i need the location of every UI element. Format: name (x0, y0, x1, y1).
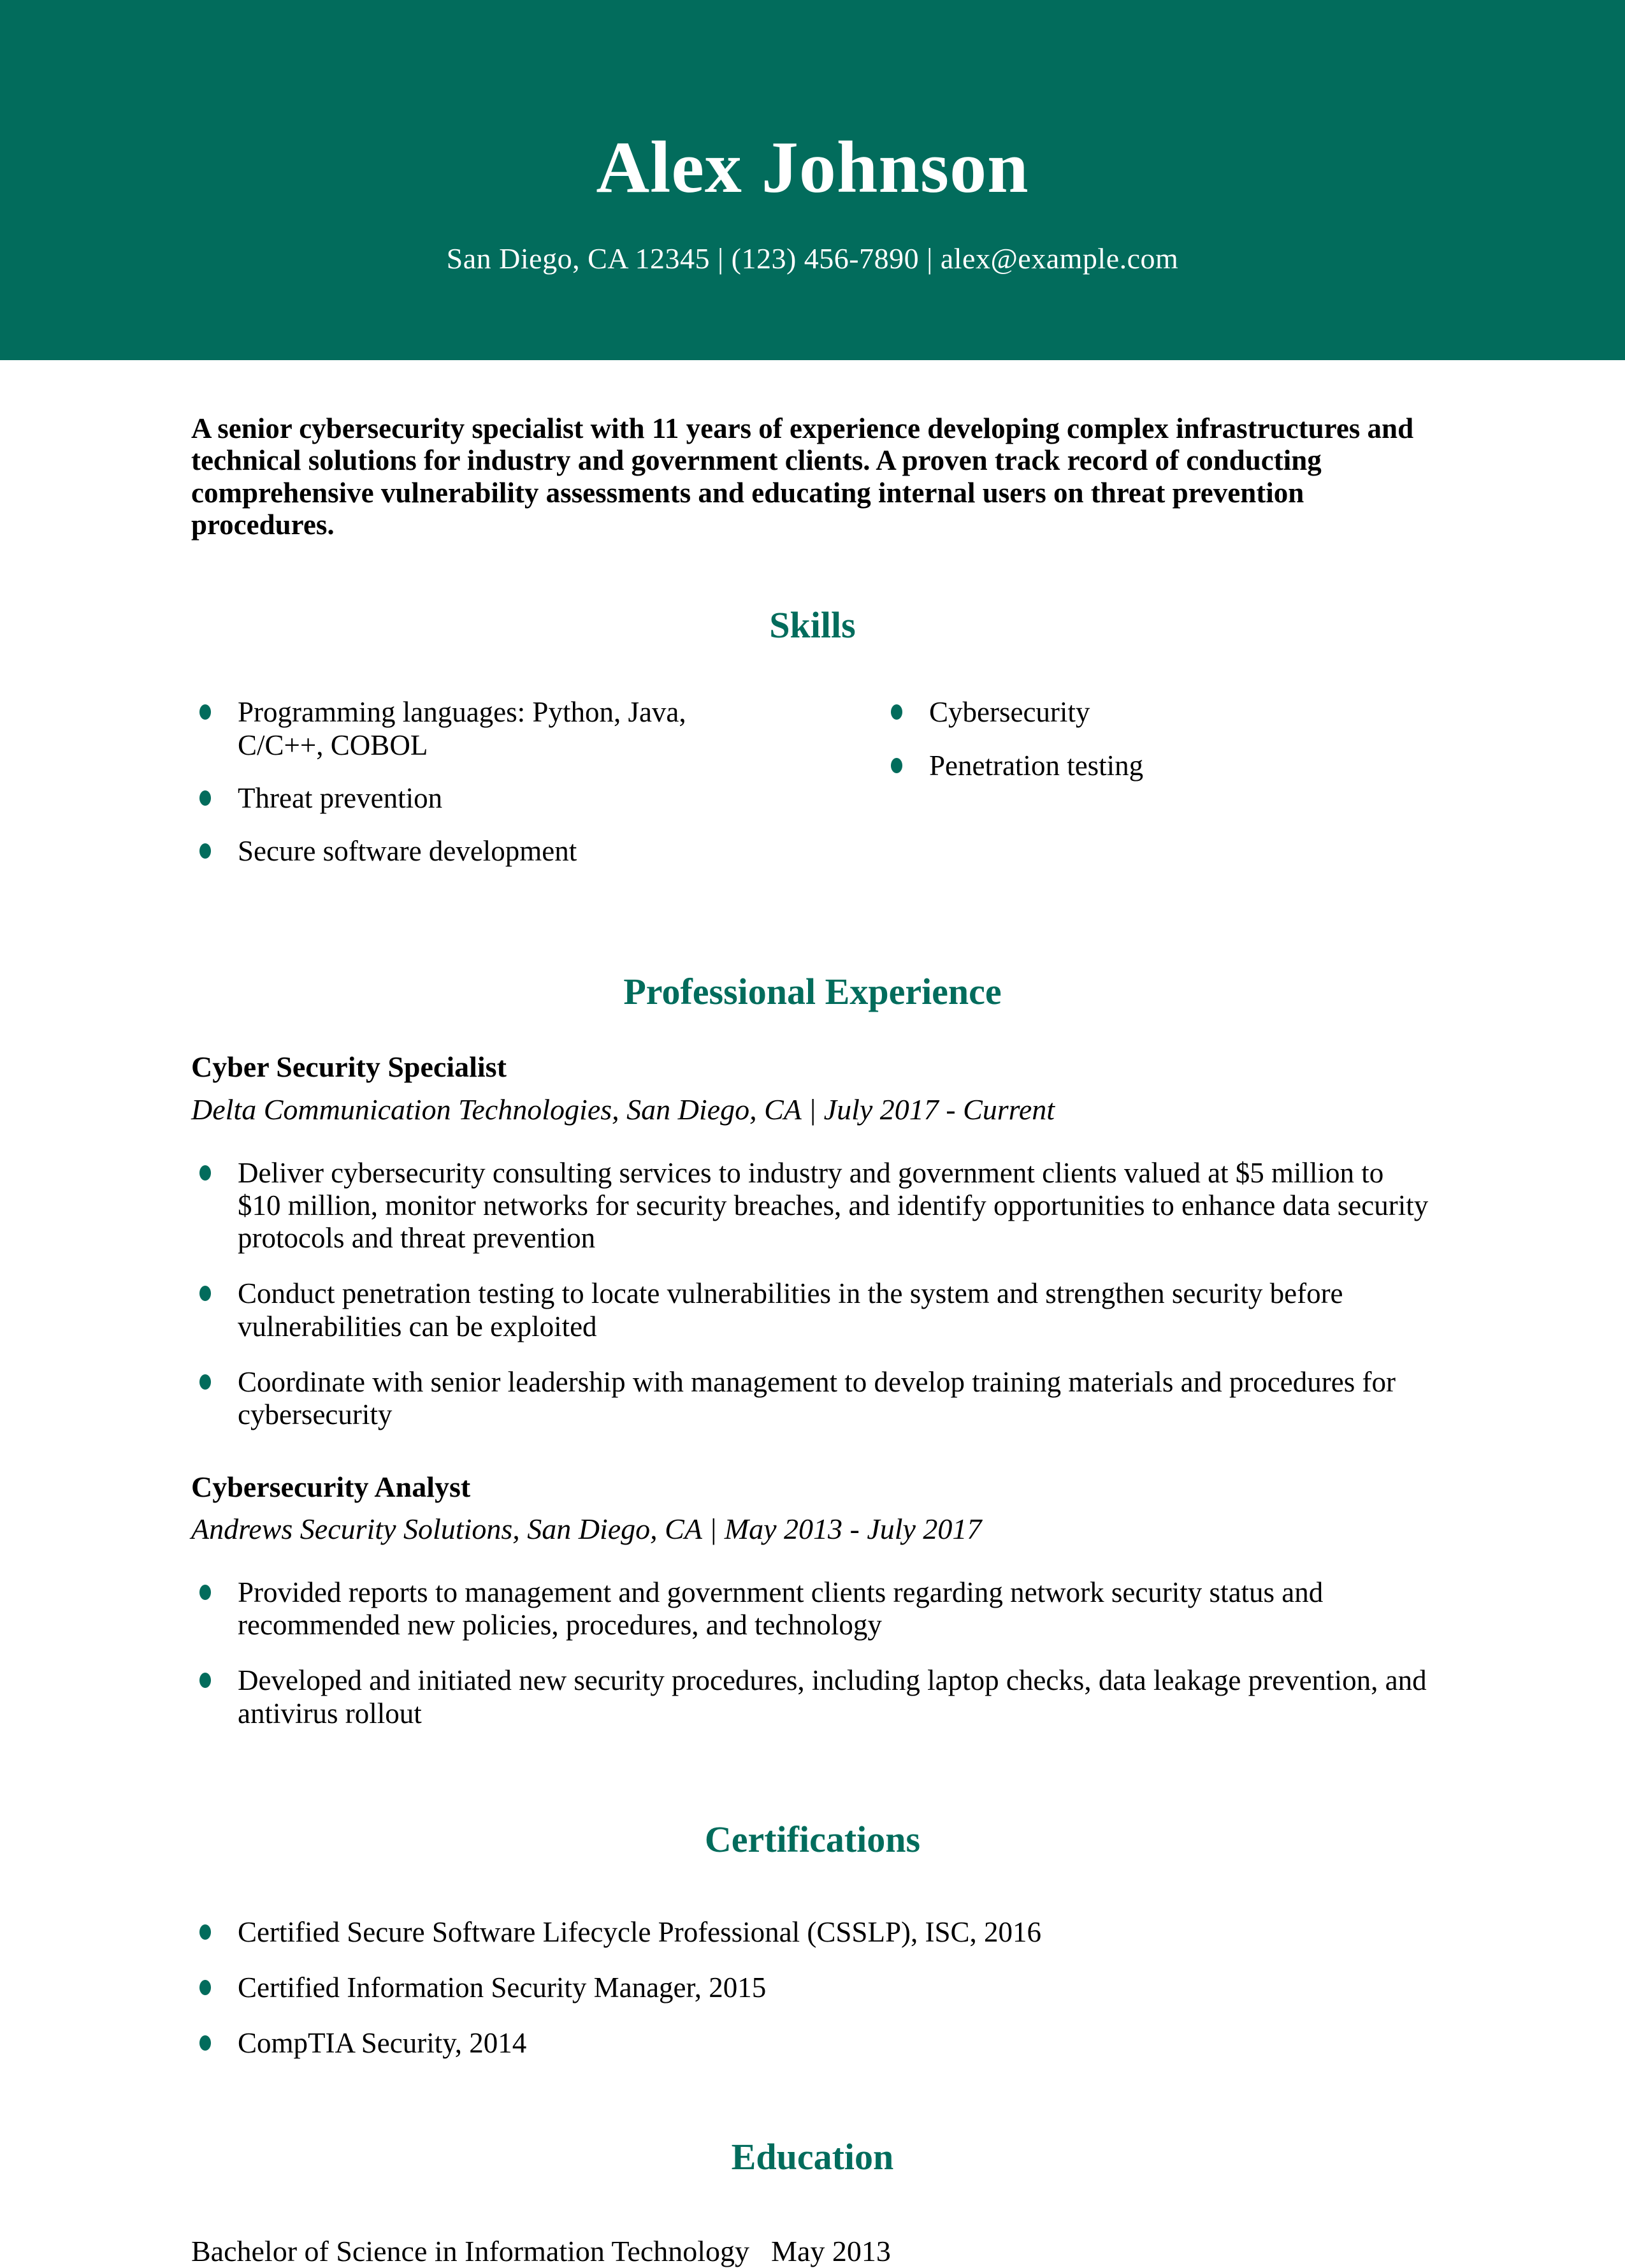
job-bullet-list (191, 1157, 1434, 1432)
bullet-icon (199, 2035, 211, 2051)
bullet-icon (199, 790, 211, 806)
bullet-icon (199, 1585, 211, 1600)
job-entry (191, 1471, 1434, 1730)
bullet-icon (199, 1374, 211, 1390)
skill-text: Cybersecurity (929, 696, 1090, 729)
certification-item (191, 2027, 1434, 2060)
skill-text: Penetration testing (929, 749, 1144, 781)
job-bullet-text: Coordinate with senior leadership with management to develop training materials and procedures for cybersecurity (238, 1366, 1396, 1431)
job-bullet-text: Deliver cybersecurity consulting services to industry and government clients valued at $5 million to $10 million, monitor networks for security breaches, and identify opportunities to enhance data security protocols and threat prevention (238, 1156, 1429, 1254)
job-entry (191, 1051, 1434, 1431)
skill-item (191, 696, 883, 762)
summary-paragraph: A senior cybersecurity specialist with 11 years of experience developing complex infrastructures and technical solutions for industry and government clients. A proven track record of conducting comprehensive vulnerability assessments and educating internal users on threat prevention procedures. (191, 412, 1414, 541)
education-line (191, 2235, 1434, 2268)
job-role: Cyber Security Specialist (191, 1050, 507, 1084)
bullet-icon (891, 704, 902, 720)
section-title-skills: Skills (769, 604, 856, 646)
skill-text: Threat prevention (238, 781, 443, 814)
job-meta: Delta Communication Technologies, San Diego, CA | July 2017 - Current (191, 1093, 1055, 1126)
education-date: May 2013 (771, 2235, 891, 2268)
header-band (0, 0, 1625, 360)
resume-body (0, 412, 1625, 2268)
skill-item (191, 835, 883, 868)
certification-item (191, 1916, 1434, 1949)
bullet-icon (199, 1286, 211, 1301)
section-title-experience: Professional Experience (623, 970, 1002, 1012)
skill-item (191, 782, 883, 815)
job-bullet-text: Conduct penetration testing to locate vulnerabilities in the system and strengthen security before vulnerabilities can be exploited (238, 1277, 1343, 1342)
job-bullet (191, 1576, 1434, 1642)
job-bullet-text: Provided reports to management and government clients regarding network security status and recommended new policies, procedures, and technology (238, 1576, 1324, 1641)
bullet-icon (891, 758, 902, 773)
bullet-icon (199, 704, 211, 720)
certification-text: Certified Secure Software Lifecycle Professional (CSSLP), ISC, 2016 (238, 1915, 1041, 1948)
job-bullet (191, 1664, 1434, 1730)
bullet-icon (199, 1980, 211, 1995)
job-bullet (191, 1277, 1434, 1343)
skill-text: Secure software development (238, 835, 577, 868)
skill-text: Programming languages: Python, Java, C/C++, COBOL (238, 696, 686, 761)
certification-item (191, 1972, 1434, 2004)
section-title-education: Education (731, 2135, 894, 2177)
skills-grid (191, 696, 1434, 888)
skills-column-left (191, 696, 883, 888)
job-role: Cybersecurity Analyst (191, 1470, 471, 1503)
section-title-certifications: Certifications (704, 1818, 921, 1860)
bullet-icon (199, 1165, 211, 1181)
skill-item (883, 696, 1434, 729)
contact-line: San Diego, CA 12345 | (123) 456-7890 | alex@example.com (446, 242, 1179, 275)
skills-column-right (883, 696, 1434, 888)
certification-text: Certified Information Security Manager, 2015 (238, 1972, 767, 2004)
skill-item (883, 750, 1434, 782)
education-degree: Bachelor of Science in Information Technology (191, 2235, 750, 2268)
job-bullet-list (191, 1576, 1434, 1730)
bullet-icon (199, 843, 211, 859)
job-bullet-text: Developed and initiated new security procedures, including laptop checks, data leakage prevention, and antivirus rollout (238, 1664, 1427, 1729)
certification-list (191, 1916, 1434, 2060)
job-bullet (191, 1366, 1434, 1432)
bullet-icon (199, 1673, 211, 1688)
job-meta: Andrews Security Solutions, San Diego, CA | May 2013 - July 2017 (191, 1513, 982, 1546)
bullet-icon (199, 1924, 211, 1940)
certification-text: CompTIA Security, 2014 (238, 2027, 527, 2060)
person-name: Alex Johnson (596, 127, 1029, 208)
job-bullet (191, 1157, 1434, 1255)
